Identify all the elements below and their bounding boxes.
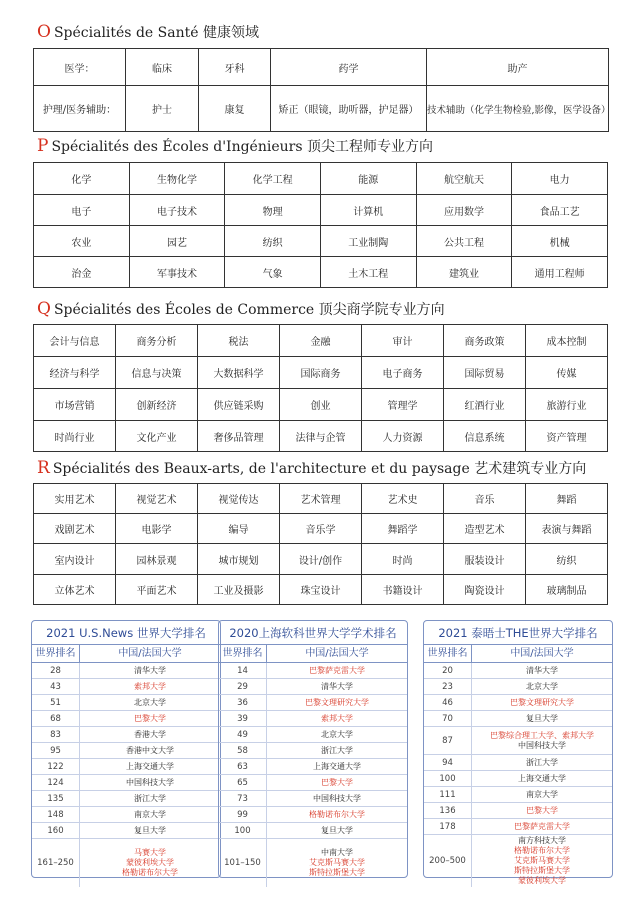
university-name: 浙江大学 bbox=[526, 757, 558, 767]
table-cell: 传媒 bbox=[526, 357, 608, 389]
university-cell bbox=[80, 794, 220, 804]
ranking-row bbox=[219, 695, 407, 711]
table-cell: 护理/医务辅助： bbox=[34, 86, 126, 132]
university-cell bbox=[80, 666, 220, 676]
university-cell bbox=[472, 806, 612, 816]
table-cell: 园艺 bbox=[129, 226, 225, 257]
rank-value: 122 bbox=[32, 759, 80, 774]
university-name: 斯特拉斯堡大学 bbox=[514, 866, 570, 875]
university-name: 清华大学 bbox=[321, 681, 353, 691]
university-column-header: 中国/法国大学 bbox=[118, 648, 182, 659]
table-cell: 商务政策 bbox=[444, 325, 526, 357]
ranking-row bbox=[424, 819, 612, 835]
table-cell: 公共工程 bbox=[416, 226, 512, 257]
table-cell: 玻璃制品 bbox=[526, 575, 608, 605]
university-name: 浙江大学 bbox=[321, 745, 353, 755]
ranking-row bbox=[32, 791, 220, 807]
table-cell: 奢侈品管理 bbox=[198, 421, 280, 452]
rank-value: 73 bbox=[219, 791, 267, 806]
university-name: 南方科技大学 bbox=[518, 836, 566, 845]
the-ranking-box bbox=[423, 620, 613, 885]
table-cell: 供应链采购 bbox=[198, 389, 280, 421]
ranking-row bbox=[32, 775, 220, 791]
table-cell: 舞蹈学 bbox=[362, 514, 444, 544]
ranking-row bbox=[32, 839, 220, 887]
rank-value: 70 bbox=[424, 711, 472, 726]
table-cell: 平面艺术 bbox=[116, 575, 198, 605]
table-cell: 设计/创作 bbox=[280, 544, 362, 575]
university-name: 上海交通大学 bbox=[313, 761, 361, 771]
ranking-row bbox=[219, 679, 407, 695]
university-cell bbox=[267, 746, 407, 756]
table-cell: 市场营销 bbox=[34, 389, 116, 421]
section-o-title bbox=[37, 23, 259, 42]
table-cell: 书籍设计 bbox=[362, 575, 444, 605]
health-table bbox=[33, 48, 609, 132]
table-cell: 实用艺术 bbox=[34, 484, 116, 514]
ranking-header bbox=[219, 645, 407, 663]
ranking-row bbox=[424, 695, 612, 711]
rank-value: 68 bbox=[32, 711, 80, 726]
table-cell: 成本控制 bbox=[526, 325, 608, 357]
rank-value: 101–150 bbox=[219, 839, 267, 887]
university-name: 南京大学 bbox=[134, 809, 166, 819]
rank-value: 36 bbox=[219, 695, 267, 710]
university-cell bbox=[80, 746, 220, 756]
section-title-text: Spécialités de Santé 健康领域 bbox=[53, 25, 259, 41]
section-letter: O bbox=[37, 22, 51, 42]
table-cell: 纺织 bbox=[225, 226, 321, 257]
rank-value: 178 bbox=[424, 819, 472, 834]
rank-value: 136 bbox=[424, 803, 472, 818]
usnews-ranking-box bbox=[31, 620, 221, 878]
table-cell: 服装设计 bbox=[444, 544, 526, 575]
ranking-header bbox=[32, 645, 220, 663]
ranking-row bbox=[32, 695, 220, 711]
university-name: 巴黎大学 bbox=[321, 777, 353, 787]
rank-value: 14 bbox=[219, 663, 267, 678]
section-letter: Q bbox=[37, 299, 51, 319]
university-cell bbox=[267, 794, 407, 804]
ranking-row bbox=[424, 787, 612, 803]
table-cell: 电子技术 bbox=[129, 195, 225, 226]
table-cell: 法律与企管 bbox=[280, 421, 362, 452]
rank-value: 49 bbox=[219, 727, 267, 742]
ranking-row bbox=[219, 807, 407, 823]
university-name: 巴黎萨克雷大学 bbox=[309, 665, 365, 675]
table-cell: 国际商务 bbox=[280, 357, 362, 389]
university-cell bbox=[267, 826, 407, 836]
rank-value: 148 bbox=[32, 807, 80, 822]
rank-value: 63 bbox=[219, 759, 267, 774]
table-cell: 技术辅助（化学生物检验,影像，医学设备） bbox=[427, 86, 609, 132]
ranking-row bbox=[424, 727, 612, 755]
table-cell: 生物化学 bbox=[129, 163, 225, 195]
ranking-row bbox=[219, 823, 407, 839]
table-cell: 陶瓷设计 bbox=[444, 575, 526, 605]
university-name: 索邦大学 bbox=[134, 681, 166, 691]
ranking-row bbox=[219, 711, 407, 727]
table-cell: 商务分析 bbox=[116, 325, 198, 357]
ranking-row bbox=[32, 727, 220, 743]
university-cell bbox=[80, 698, 220, 708]
table-cell: 农业 bbox=[34, 226, 130, 257]
ranking-row bbox=[32, 823, 220, 839]
university-name: 蒙彼利埃大学 bbox=[518, 876, 566, 885]
table-cell: 艺术管理 bbox=[280, 484, 362, 514]
section-title-text: Spécialités des Écoles d'Ingénieurs 顶尖工程师专业方向 bbox=[51, 139, 433, 155]
table-cell: 视觉艺术 bbox=[116, 484, 198, 514]
university-cell bbox=[472, 790, 612, 800]
table-cell: 矫正（眼镜，助听器，护足器） bbox=[271, 86, 427, 132]
section-title-text: Spécialités des Beaux-arts, de l'architecture et du paysage 艺术建筑专业方向 bbox=[52, 461, 587, 477]
university-cell bbox=[472, 698, 612, 708]
rank-value: 95 bbox=[32, 743, 80, 758]
university-name: 马赛大学 bbox=[134, 848, 166, 857]
university-name: 复旦大学 bbox=[526, 713, 558, 723]
ranking-row bbox=[32, 679, 220, 695]
shanghai-ranking-box bbox=[218, 620, 408, 878]
section-letter: R bbox=[37, 458, 50, 478]
rank-column-header: 世界排名 bbox=[32, 645, 80, 662]
ranking-row bbox=[219, 839, 407, 887]
rank-value: 135 bbox=[32, 791, 80, 806]
table-cell: 室内设计 bbox=[34, 544, 116, 575]
ranking-row bbox=[219, 791, 407, 807]
university-cell bbox=[267, 682, 407, 692]
table-cell: 管理学 bbox=[362, 389, 444, 421]
table-cell: 人力资源 bbox=[362, 421, 444, 452]
table-cell: 创业 bbox=[280, 389, 362, 421]
university-cell bbox=[472, 774, 612, 784]
table-cell: 珠宝设计 bbox=[280, 575, 362, 605]
rank-value: 160 bbox=[32, 823, 80, 838]
table-cell: 计算机 bbox=[320, 195, 416, 226]
ranking-row bbox=[424, 755, 612, 771]
table-cell: 牙科 bbox=[199, 49, 271, 86]
table-cell: 城市规划 bbox=[198, 544, 280, 575]
university-name: 香港大学 bbox=[134, 729, 166, 739]
table-cell: 药学 bbox=[271, 49, 427, 86]
rank-value: 29 bbox=[219, 679, 267, 694]
university-name: 巴黎大学 bbox=[134, 713, 166, 723]
section-q-title bbox=[37, 300, 445, 319]
ranking-row bbox=[32, 663, 220, 679]
university-name: 斯特拉斯堡大学 bbox=[309, 868, 365, 877]
university-name: 中国科技大学 bbox=[126, 777, 174, 787]
table-cell: 电子商务 bbox=[362, 357, 444, 389]
table-cell: 红酒行业 bbox=[444, 389, 526, 421]
table-cell: 时尚行业 bbox=[34, 421, 116, 452]
rank-value: 100 bbox=[424, 771, 472, 786]
rank-value: 23 bbox=[424, 679, 472, 694]
rank-value: 65 bbox=[219, 775, 267, 790]
table-cell: 军事技术 bbox=[129, 257, 225, 288]
table-cell: 经济与科学 bbox=[34, 357, 116, 389]
rank-value: 58 bbox=[219, 743, 267, 758]
table-cell: 土木工程 bbox=[320, 257, 416, 288]
engineering-table bbox=[33, 162, 608, 288]
rank-column-header: 世界排名 bbox=[424, 645, 472, 662]
university-cell bbox=[80, 778, 220, 788]
university-name: 巴黎文理研究大学 bbox=[305, 697, 369, 707]
table-cell: 机械 bbox=[512, 226, 608, 257]
university-name: 格勒诺布尔大学 bbox=[514, 846, 570, 855]
rank-value: 28 bbox=[32, 663, 80, 678]
table-cell: 康复 bbox=[199, 86, 271, 132]
section-p-title bbox=[37, 137, 433, 156]
university-name: 上海交通大学 bbox=[126, 761, 174, 771]
ranking-row bbox=[32, 807, 220, 823]
university-cell bbox=[80, 682, 220, 692]
table-cell: 电子 bbox=[34, 195, 130, 226]
section-title-text: Spécialités des Écoles de Commerce 顶尖商学院专业方向 bbox=[53, 302, 445, 318]
university-cell bbox=[80, 714, 220, 724]
table-cell: 工业制陶 bbox=[320, 226, 416, 257]
table-cell: 能源 bbox=[320, 163, 416, 195]
rank-value: 43 bbox=[32, 679, 80, 694]
table-cell: 会计与信息 bbox=[34, 325, 116, 357]
rank-value: 124 bbox=[32, 775, 80, 790]
university-cell bbox=[472, 836, 612, 886]
university-name: 巴黎萨克雷大学 bbox=[514, 821, 570, 831]
table-cell: 纺织 bbox=[526, 544, 608, 575]
university-name: 复旦大学 bbox=[321, 825, 353, 835]
rank-value: 111 bbox=[424, 787, 472, 802]
university-name: 北京大学 bbox=[134, 697, 166, 707]
rank-value: 51 bbox=[32, 695, 80, 710]
table-cell: 信息系统 bbox=[444, 421, 526, 452]
university-name: 中国科技大学 bbox=[518, 740, 566, 750]
rank-column-header: 世界排名 bbox=[219, 645, 267, 662]
table-cell: 编导 bbox=[198, 514, 280, 544]
university-cell bbox=[472, 714, 612, 724]
university-name: 巴黎文理研究大学 bbox=[510, 697, 574, 707]
rank-value: 46 bbox=[424, 695, 472, 710]
university-name: 浙江大学 bbox=[134, 793, 166, 803]
table-cell: 临床 bbox=[126, 49, 199, 86]
ranking-row bbox=[424, 679, 612, 695]
university-name: 索邦大学 bbox=[321, 713, 353, 723]
table-cell: 表演与舞蹈 bbox=[526, 514, 608, 544]
table-cell: 气象 bbox=[225, 257, 321, 288]
university-cell bbox=[472, 682, 612, 692]
table-cell: 大数据科学 bbox=[198, 357, 280, 389]
table-cell: 园林景观 bbox=[116, 544, 198, 575]
table-cell: 造型艺术 bbox=[444, 514, 526, 544]
university-name: 北京大学 bbox=[526, 681, 558, 691]
table-cell: 文化产业 bbox=[116, 421, 198, 452]
university-name: 中国科技大学 bbox=[313, 793, 361, 803]
university-cell bbox=[267, 762, 407, 772]
university-cell bbox=[80, 826, 220, 836]
university-cell bbox=[267, 848, 407, 878]
ranking-title: 2020上海软科世界大学学术排名 bbox=[219, 621, 407, 645]
table-cell: 舞蹈 bbox=[526, 484, 608, 514]
ranking-row bbox=[32, 759, 220, 775]
university-name: 南京大学 bbox=[526, 789, 558, 799]
table-cell: 建筑业 bbox=[416, 257, 512, 288]
ranking-title: 2021 泰晤士THE世界大学排名 bbox=[424, 621, 612, 645]
university-name: 格勒诺布尔大学 bbox=[122, 868, 178, 877]
rank-value: 161–250 bbox=[32, 839, 80, 887]
table-cell: 旅游行业 bbox=[526, 389, 608, 421]
rank-value: 94 bbox=[424, 755, 472, 770]
university-name: 巴黎大学 bbox=[526, 805, 558, 815]
table-cell: 助产 bbox=[427, 49, 609, 86]
table-cell: 电影学 bbox=[116, 514, 198, 544]
university-name: 中南大学 bbox=[321, 848, 353, 857]
table-cell: 国际贸易 bbox=[444, 357, 526, 389]
table-cell: 视觉传达 bbox=[198, 484, 280, 514]
table-cell: 金融 bbox=[280, 325, 362, 357]
rank-value: 83 bbox=[32, 727, 80, 742]
university-cell bbox=[267, 810, 407, 820]
university-name: 蒙彼利埃大学 bbox=[126, 858, 174, 867]
table-cell: 立体艺术 bbox=[34, 575, 116, 605]
ranking-row bbox=[32, 711, 220, 727]
ranking-row bbox=[424, 663, 612, 679]
university-cell bbox=[472, 666, 612, 676]
university-name: 格勒诺布尔大学 bbox=[309, 809, 365, 819]
table-cell: 应用数学 bbox=[416, 195, 512, 226]
rank-value: 99 bbox=[219, 807, 267, 822]
table-cell: 信息与决策 bbox=[116, 357, 198, 389]
table-cell: 戏剧艺术 bbox=[34, 514, 116, 544]
table-cell: 航空航天 bbox=[416, 163, 512, 195]
university-name: 艾克斯马赛大学 bbox=[514, 856, 570, 865]
university-name: 香港中文大学 bbox=[126, 745, 174, 755]
table-cell: 通用工程师 bbox=[512, 257, 608, 288]
university-name: 艾克斯马赛大学 bbox=[309, 858, 365, 867]
university-name: 北京大学 bbox=[321, 729, 353, 739]
university-cell bbox=[472, 731, 612, 751]
table-cell: 治金 bbox=[34, 257, 130, 288]
rank-value: 100 bbox=[219, 823, 267, 838]
rank-value: 87 bbox=[424, 727, 472, 754]
university-name: 上海交通大学 bbox=[518, 773, 566, 783]
university-cell bbox=[80, 762, 220, 772]
table-cell: 音乐学 bbox=[280, 514, 362, 544]
university-cell bbox=[267, 714, 407, 724]
university-name: 巴黎综合理工大学、索邦大学 bbox=[490, 730, 594, 740]
ranking-row bbox=[32, 743, 220, 759]
rank-value: 200–500 bbox=[424, 835, 472, 887]
table-cell: 电力 bbox=[512, 163, 608, 195]
ranking-row bbox=[219, 743, 407, 759]
university-cell bbox=[267, 698, 407, 708]
table-cell: 音乐 bbox=[444, 484, 526, 514]
arts-table bbox=[33, 483, 608, 605]
university-column-header: 中国/法国大学 bbox=[510, 648, 574, 659]
rank-value: 39 bbox=[219, 711, 267, 726]
table-cell: 医学： bbox=[34, 49, 126, 86]
table-cell: 护士 bbox=[126, 86, 199, 132]
ranking-row bbox=[424, 771, 612, 787]
table-cell: 创新经济 bbox=[116, 389, 198, 421]
university-cell bbox=[267, 730, 407, 740]
table-cell: 艺术史 bbox=[362, 484, 444, 514]
university-cell bbox=[80, 848, 220, 878]
university-cell bbox=[472, 758, 612, 768]
ranking-row bbox=[219, 727, 407, 743]
university-cell bbox=[267, 778, 407, 788]
table-cell: 工业及摄影 bbox=[198, 575, 280, 605]
university-cell bbox=[80, 810, 220, 820]
table-cell: 资产管理 bbox=[526, 421, 608, 452]
ranking-header bbox=[424, 645, 612, 663]
table-cell: 审计 bbox=[362, 325, 444, 357]
university-cell bbox=[80, 730, 220, 740]
ranking-row bbox=[424, 711, 612, 727]
university-column-header: 中国/法国大学 bbox=[305, 648, 369, 659]
ranking-row bbox=[219, 759, 407, 775]
university-name: 清华大学 bbox=[526, 665, 558, 675]
rank-value: 20 bbox=[424, 663, 472, 678]
table-cell: 化学 bbox=[34, 163, 130, 195]
table-cell: 税法 bbox=[198, 325, 280, 357]
ranking-row bbox=[219, 663, 407, 679]
ranking-title: 2021 U.S.News 世界大学排名 bbox=[32, 621, 220, 645]
university-cell bbox=[472, 822, 612, 832]
ranking-row bbox=[219, 775, 407, 791]
table-cell: 化学工程 bbox=[225, 163, 321, 195]
commerce-table bbox=[33, 324, 608, 452]
table-cell: 物理 bbox=[225, 195, 321, 226]
university-name: 清华大学 bbox=[134, 665, 166, 675]
section-letter: P bbox=[37, 136, 49, 156]
ranking-row bbox=[424, 803, 612, 819]
university-name: 复旦大学 bbox=[134, 825, 166, 835]
section-r-title bbox=[37, 459, 586, 478]
university-cell bbox=[267, 666, 407, 676]
table-cell: 食品工艺 bbox=[512, 195, 608, 226]
ranking-row bbox=[424, 835, 612, 887]
table-cell: 时尚 bbox=[362, 544, 444, 575]
